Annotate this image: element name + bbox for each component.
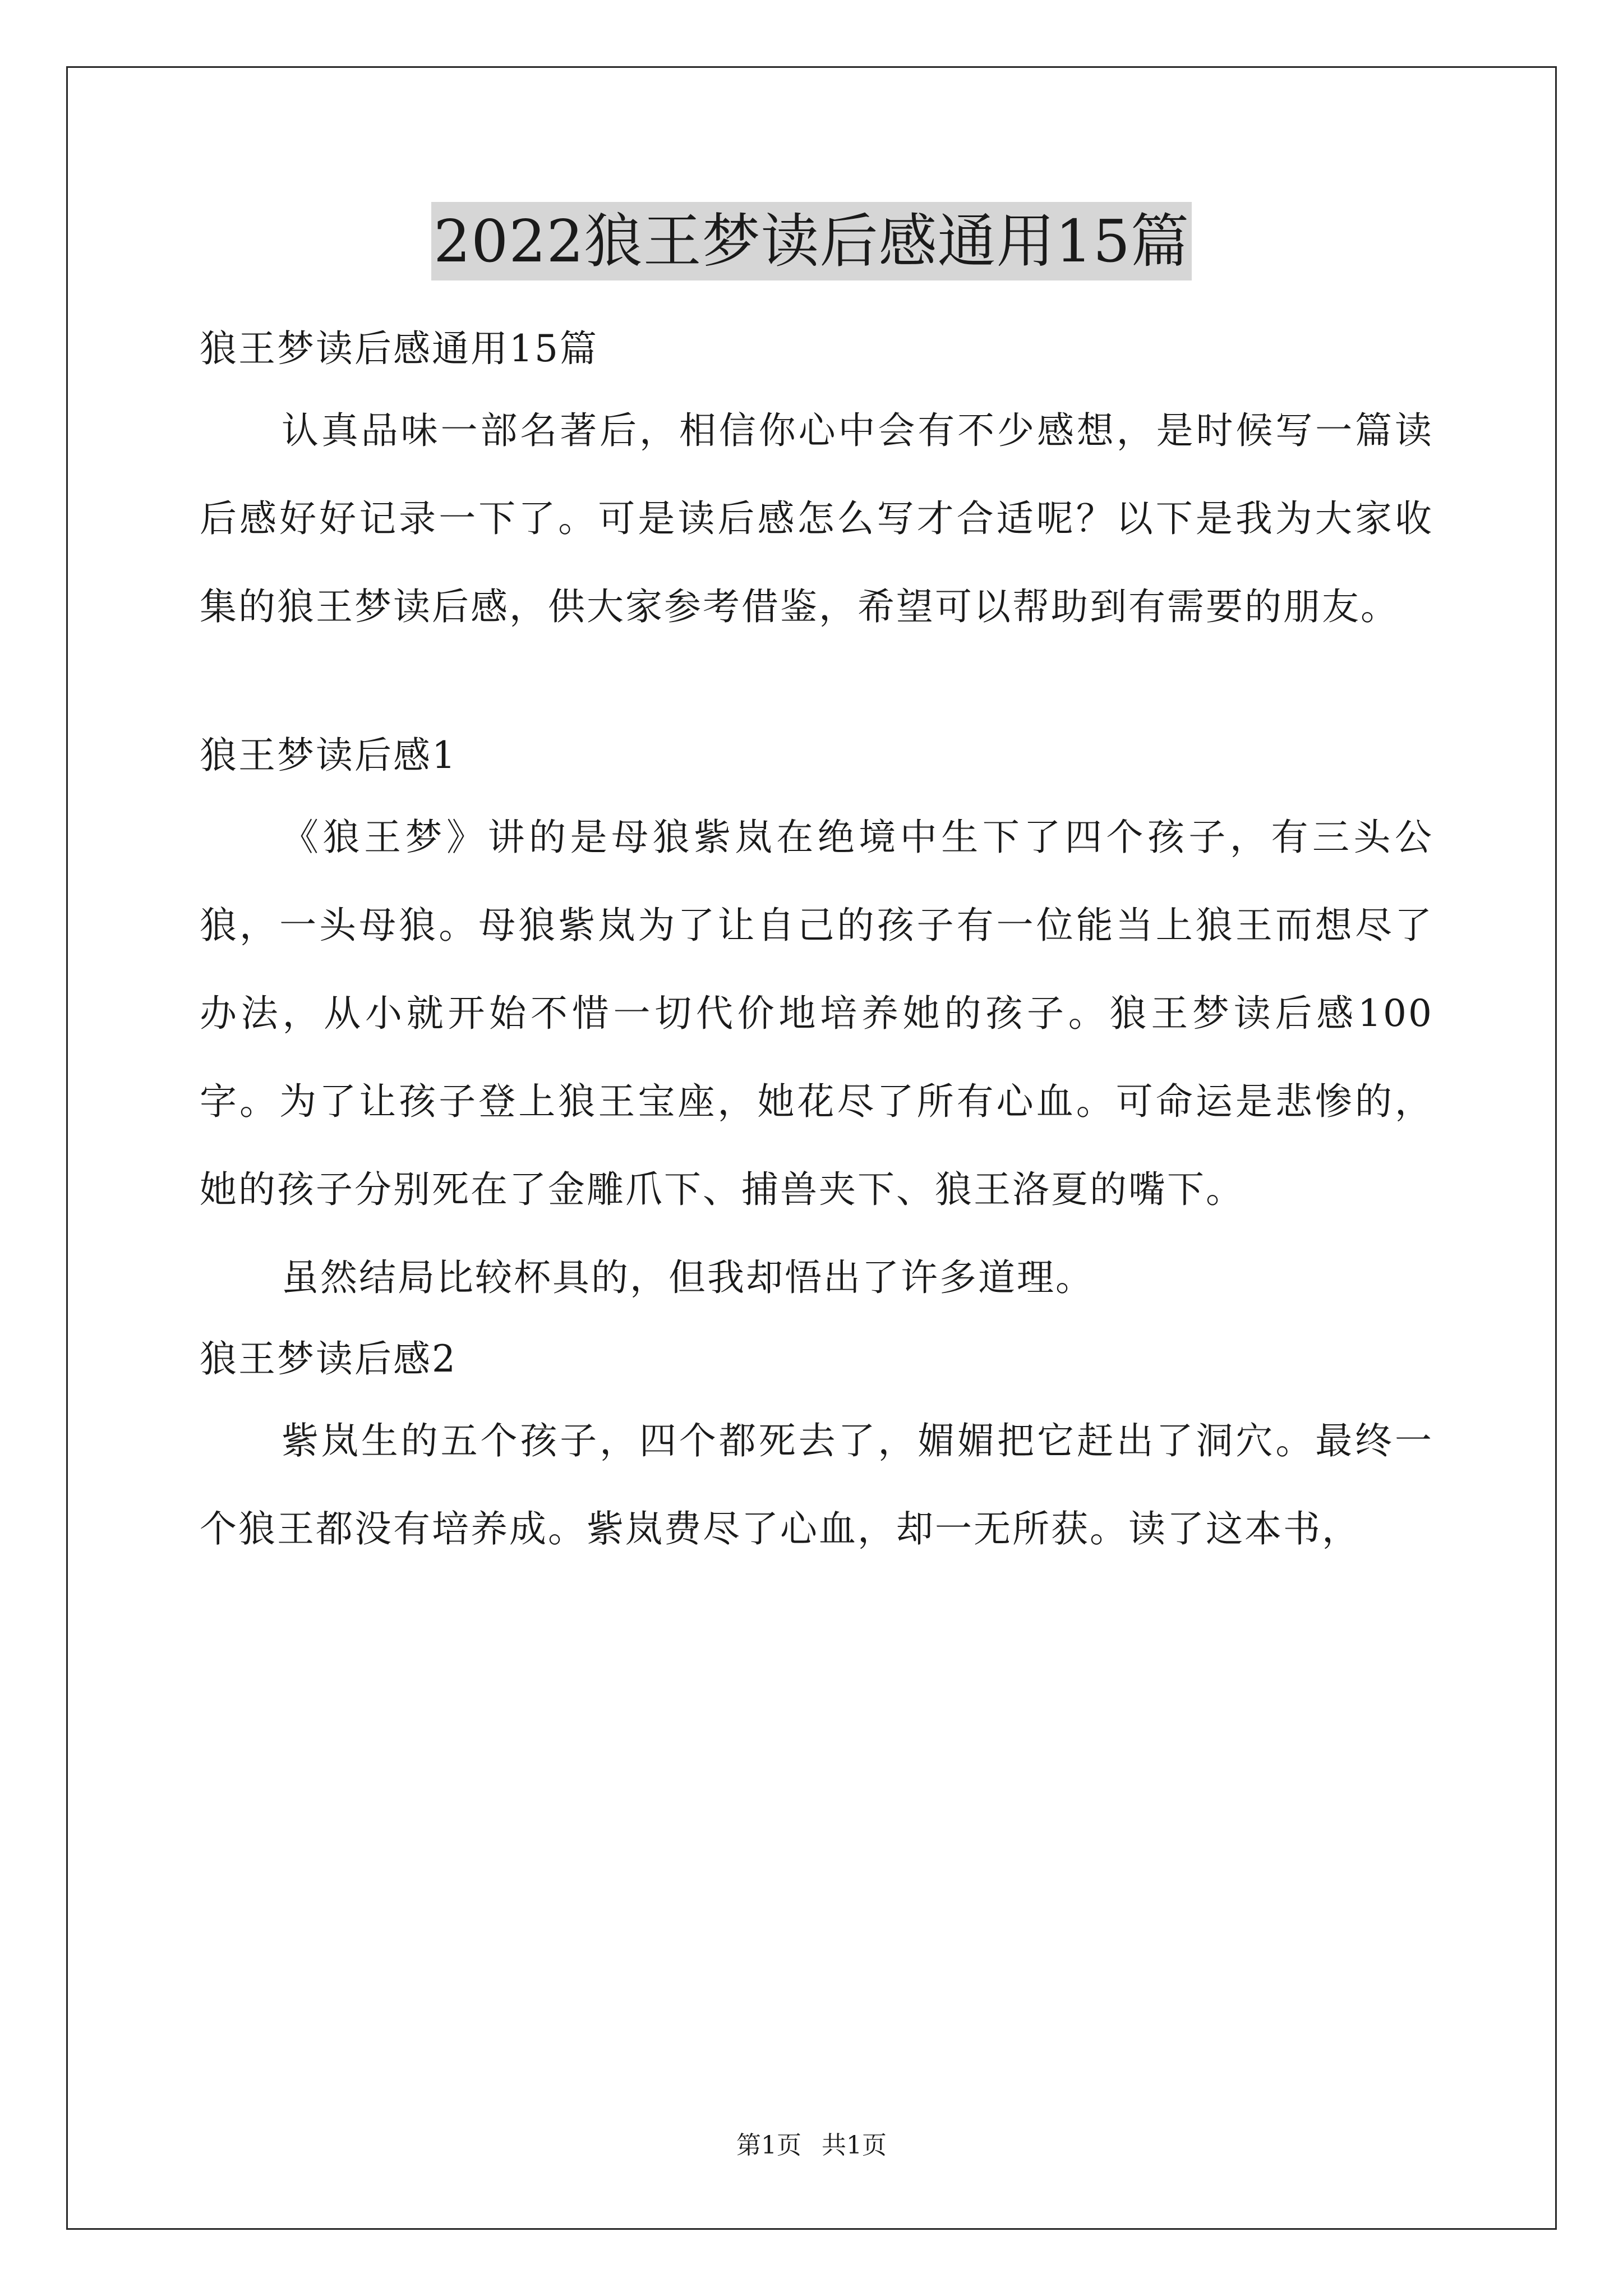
page-number-current: 第1页: [736, 2131, 801, 2160]
document-title: 2022狼王梦读后感通用15篇: [431, 202, 1192, 280]
page-footer: [0, 2129, 1623, 2162]
section-2-paragraph-1: 紫岚生的五个孩子，四个都死去了，媚媚把它赶出了洞穴。最终一个狼王都没有培养成。紫岚费尽了心血，却一无所获。读了这本书，: [200, 1419, 1433, 1550]
section-heading-2: 狼王梦读后感2: [200, 1337, 457, 1381]
section-1-paragraph-1: 《狼王梦》讲的是母狼紫岚在绝境中生下了四个孩子，有三头公狼，一头母狼。母狼紫岚为了让自己的孩子有一位能当上狼王而想尽了办法，从小就开始不惜一切代价地培养她的孩子。狼王梦读后感100字。为了让孩子登上狼王宝座，她花尽了所有心血。可命运是悲惨的，她的孩子分别死在了金雕爪下、捕兽夹下、狼王洛夏的嘴下。: [200, 816, 1433, 1211]
title-container: [0, 202, 1623, 280]
intro-paragraph: 认真品味一部名著后，相信你心中会有不少感想，是时候写一篇读后感好好记录一下了。可是读后感怎么写才合适呢？以下是我为大家收集的狼王梦读后感，供大家参考借鉴，希望可以帮助到有需要的朋友。: [200, 409, 1433, 628]
page-number-total: 共1页: [822, 2131, 887, 2160]
document-subtitle: 狼王梦读后感通用15篇: [200, 327, 598, 370]
section-spacer: [200, 651, 1433, 718]
section-heading-1: 狼王梦读后感1: [200, 734, 457, 777]
document-body: [200, 311, 1433, 1573]
section-1-paragraph-2: 虽然结局比较杯具的，但我却悟出了许多道理。: [282, 1256, 1094, 1299]
